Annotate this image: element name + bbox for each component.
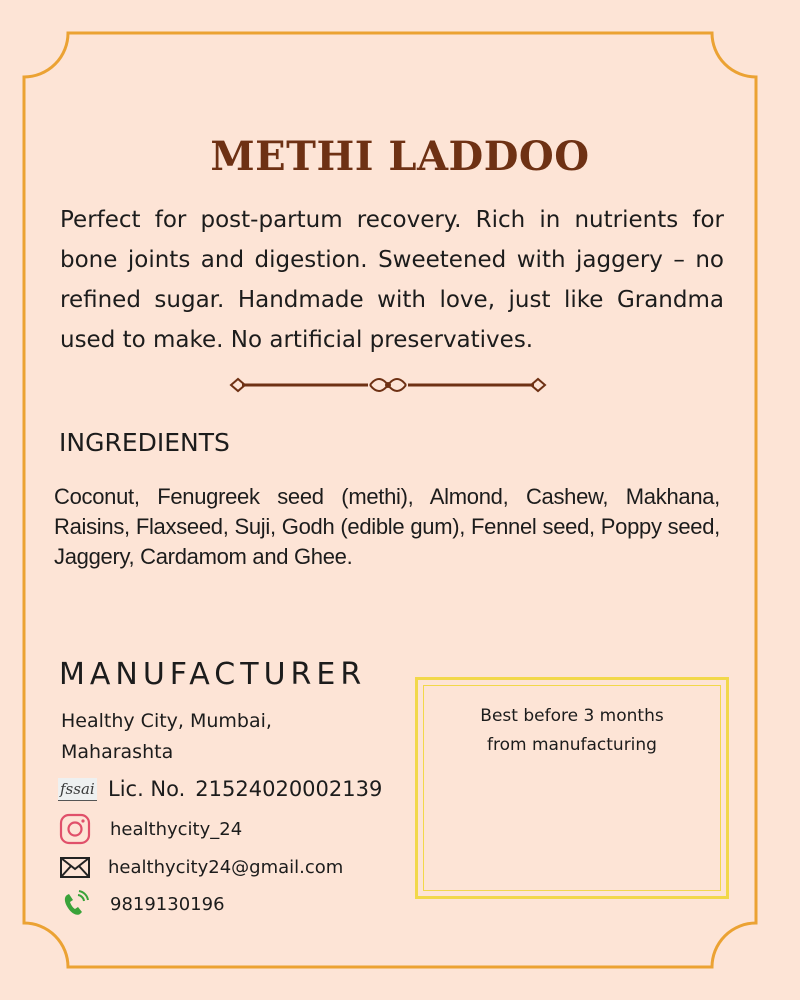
product-title: METHI LADDOO	[210, 133, 590, 180]
mail-icon	[58, 849, 102, 885]
ingredients-heading: INGREDIENTS	[59, 428, 230, 457]
manufacturer-address	[61, 706, 361, 768]
instagram-row[interactable]	[58, 811, 242, 847]
best-before-line-2: from manufacturing	[487, 735, 657, 755]
email-address[interactable]: healthycity24@gmail.com	[108, 856, 344, 878]
best-before-text	[418, 702, 726, 760]
instagram-handle[interactable]: healthycity_24	[110, 818, 243, 840]
license-row	[58, 771, 382, 807]
email-row[interactable]	[58, 849, 343, 885]
ornamental-divider	[228, 372, 548, 398]
license-number: 21524020002139	[195, 777, 383, 801]
address-line-1: Healthy City, Mumbai,	[61, 710, 272, 732]
address-line-2: Maharashta	[61, 741, 174, 763]
instagram-icon	[58, 811, 102, 847]
phone-number[interactable]: 9819130196	[110, 893, 225, 915]
ingredients-list: Coconut, Fenugreek seed (methi), Almond, Cashew, Makhana, Raisins, Flaxseed, Suji, Godh (edible gum), Fennel seed, Poppy seed, Jaggery, Cardamom and Ghee.	[54, 484, 720, 569]
best-before-box	[415, 677, 729, 899]
license-label: Lic. No.	[108, 777, 186, 801]
phone-row[interactable]	[58, 886, 225, 922]
phone-icon	[58, 886, 102, 922]
best-before-line-1: Best before 3 months	[480, 706, 664, 726]
fssai-logo: fssai	[58, 771, 102, 807]
manufacturer-heading: MANUFACTURER	[59, 657, 367, 692]
product-description: Perfect for post-partum recovery. Rich in nutrients for bone joints and digestion. Sweetened with jaggery – no refined sugar. Handmade with love, just like Grandma used to make. No artificial preservatives.	[60, 207, 724, 353]
